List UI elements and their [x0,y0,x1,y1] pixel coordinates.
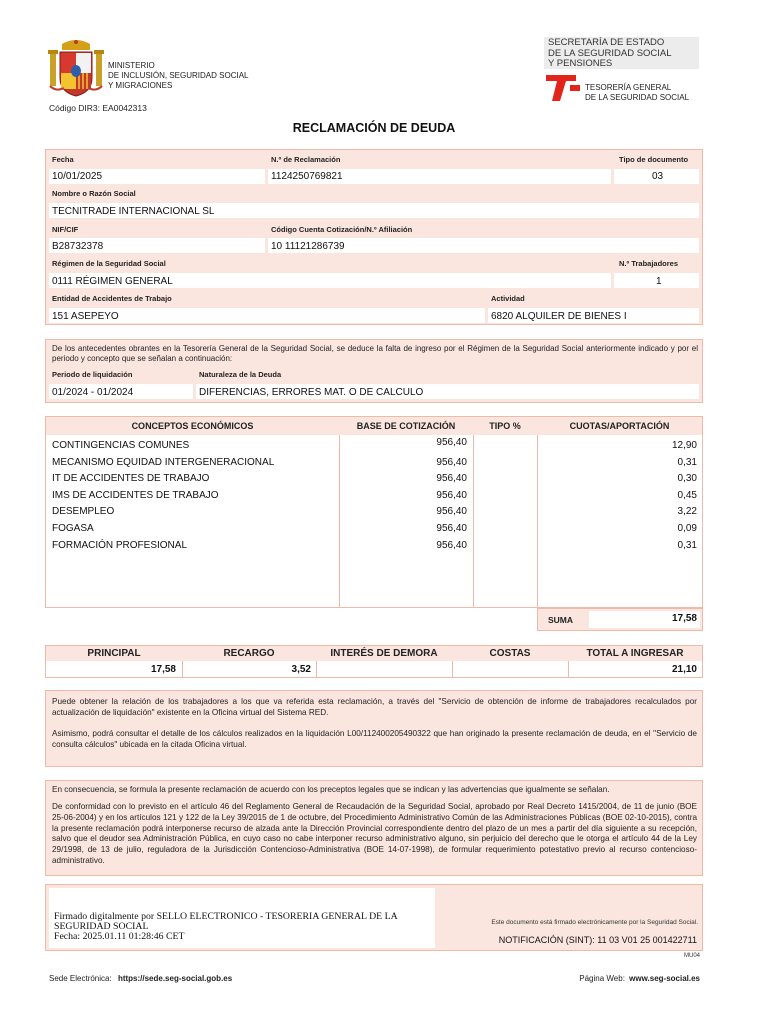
document-code: MU04 [683,953,700,959]
web-label: Página Web: [579,974,625,983]
cuota-cell: 0,45 [677,490,697,501]
concepto-cell: CONTINGENCIAS COMUNES [52,440,190,451]
signature-stamp [54,912,398,942]
concepto-cell: MECANISMO EQUIDAD INTERGENERACIONAL [52,457,275,468]
col-divider [316,661,317,677]
base-cell: 956,40 [436,506,467,517]
tesoreria-name: TESORERÍA GENERAL DE LA SEGURIDAD SOCIAL [585,83,690,102]
signature-date: Fecha: 2025.01.11 01:28:46 CET [54,931,185,942]
entidad-value: 151 ASEPEYO [52,311,119,322]
totales-header-total: TOTAL A INGRESAR [586,648,684,659]
tipo-documento-label: Tipo de documento [619,155,689,164]
entidad-label: Entidad de Accidentes de Trabajo [52,294,172,303]
ccc-value: 10 11121286739 [271,241,345,252]
web-link[interactable]: www.seg-social.es [629,974,700,983]
num-reclamacion-value: 1124250769821 [271,171,343,182]
cuota-cell: 0,31 [677,457,697,468]
base-cell: 956,40 [436,437,467,448]
firmado-note: Este documento está firmado electrónicamente por la Seguridad Social. [491,919,698,926]
conceptos-header-base: BASE DE COTIZACIÓN [356,421,456,431]
periodo-label: Periodo de liquidación [52,370,133,379]
nombre-label: Nombre o Razón Social [52,189,136,198]
concepto-cell: IT DE ACCIDENTES DE TRABAJO [52,473,210,484]
conceptos-header-concepto: CONCEPTOS ECONÓMICOS [131,421,254,431]
naturaleza-value: DIFERENCIAS, ERRORES MAT. O DE CALCULO [199,387,424,398]
legal-paragraph-1: En consecuencia, se formula la presente reclamación de acuerdo con los preceptos legales que se indican y las advertencias que igualmente se señalan. [52,785,610,794]
base-cell: 956,40 [436,457,467,468]
total-value: 21,10 [671,664,697,675]
totales-header-recargo: RECARGO [223,648,275,659]
regimen-value: 0111 RÉGIMEN GENERAL [52,276,173,287]
concepto-cell: IMS DE ACCIDENTES DE TRABAJO [52,490,219,501]
fecha-label: Fecha [52,155,74,164]
sede-label: Sede Electrónica: [49,974,112,983]
antecedentes-text: De los antecedentes obrantes en la Tesorería General de la Seguridad Social, se deduce la falta de ingreso por el Régimen de la Seguridad Social anteriormente indicado y por el periodo y concepto que se señalan a continuación: [52,344,698,363]
ministry-name: MINISTERIO DE INCLUSIÓN, SEGURIDAD SOCIAL Y MIGRACIONES [108,61,249,90]
actividad-label: Actividad [491,294,525,303]
principal-value: 17,58 [150,664,176,675]
ccc-label: Código Cuenta Cotización/N.º Afiliación [271,225,413,234]
document-title: RECLAMACIÓN DE DEUDA [292,121,456,135]
conceptos-header-cuota: CUOTAS/APORTACIÓN [569,421,670,431]
nif-value: B28732378 [52,241,104,252]
concepto-cell: DESEMPLEO [52,506,115,517]
sede-link[interactable]: https://sede.seg-social.gob.es [117,974,233,983]
tipo-documento-value: 03 [652,171,664,182]
tgss-logo-icon [546,75,580,101]
signature-line-2: SEGURIDAD SOCIAL [54,921,149,932]
cuota-cell: 0,09 [677,523,697,534]
secretaria-name: SECRETARÍA DE ESTADO DE LA SEGURIDAD SOCIAL Y PENSIONES [548,37,672,69]
nif-label: NIF/CIF [52,225,79,234]
trabajadores-value: 1 [656,276,662,287]
base-cell: 956,40 [436,473,467,484]
periodo-value: 01/2024 - 01/2024 [52,387,134,398]
cuota-cell: 3,22 [677,506,697,517]
naturaleza-label: Naturaleza de la Deuda [199,370,282,379]
recargo-value: 3,52 [291,664,311,675]
fecha-value: 10/01/2025 [52,171,103,182]
info-paragraph-1: Puede obtener la relación de los trabajadores a los que va referida esta reclamación, a través del "Servicio de obtención de informe de trabajadores recalculados por actualización de liquidación" existente en la Oficina virtual del Sistema RED. [52,697,697,717]
cuota-cell: 0,31 [677,540,697,551]
footer-sede [49,974,232,983]
info-paragraph-2: Asimismo, podrá consultar el detalle de los cálculos realizados en la liquidación L00/112400205490322 que han originado la presente reclamación de deuda, en el "Servicio de consulta cálculos" ubicada en la citada Oficina virtual. [52,729,697,749]
footer-web [500,974,700,983]
actividad-value: 6820 ALQUILER DE BIENES I [491,311,627,322]
trabajadores-label: N.º Trabajadores [619,259,679,268]
col-divider [452,661,453,677]
cuota-cell: 12,90 [671,440,697,451]
suma-value: 17,58 [671,613,697,624]
concepto-cell: FORMACIÓN PROFESIONAL [52,540,188,551]
concepto-cell: FOGASA [52,523,94,534]
suma-label: SUMA [548,615,574,625]
notificacion-number: NOTIFICACIÓN (SINT): 11 03 V01 25 001422711 [498,935,697,945]
legal-paragraph-2: De conformidad con lo previsto en el artículo 46 del Reglamento General de Recaudación de la Seguridad Social, aprobado por Real Decreto 1415/2004, de 11 de junio (BOE 25-06-2004) y en los artículos 121 y 122 de la Ley 39/2015 de 1 de octubre, del Procedimiento Administrativo Común de las Administraciones Públicas (BOE 02-10-2015), contra la presente reclamación podrá interponerse recurso de alzada ante la Dirección Provincial correspondiente dentro del plazo de un mes a partir del día siguiente a su recepción, salvo que el deudor sea Administración Pública, en cuyo caso no cabe interponer recurso administrativo alguno, sin perjuicio del derecho que le otorga el artículo 44 de la Ley 29/1998, de 13 de julio, reguladora de la Jurisdicción Contencioso-Administrativa (BOE 14-07-1998), de formular requerimiento potestativo previo al recurso contencioso-administrativo. [52,802,697,865]
conceptos-header-tipo: TIPO % [489,421,521,431]
totales-header-principal: PRINCIPAL [87,648,141,659]
signature-line-1: Firmado digitalmente por SELLO ELECTRONICO - TESORERIA GENERAL DE LA [54,911,398,922]
coat-of-arms-logo [46,38,106,100]
base-cell: 956,40 [436,490,467,501]
dir3-code: Código DIR3: EA0042313 [49,103,147,113]
col-divider [473,435,474,608]
num-reclamacion-label: N.º de Reclamación [271,155,341,164]
nombre-value: TECNITRADE INTERNACIONAL SL [52,206,215,217]
regimen-label: Régimen de la Seguridad Social [52,259,166,268]
base-cell: 956,40 [436,523,467,534]
cuota-cell: 0,30 [677,473,697,484]
base-cell: 956,40 [436,540,467,551]
totales-header-interes: INTERÉS DE DEMORA [330,648,438,659]
totales-header-costas: COSTAS [489,648,531,659]
